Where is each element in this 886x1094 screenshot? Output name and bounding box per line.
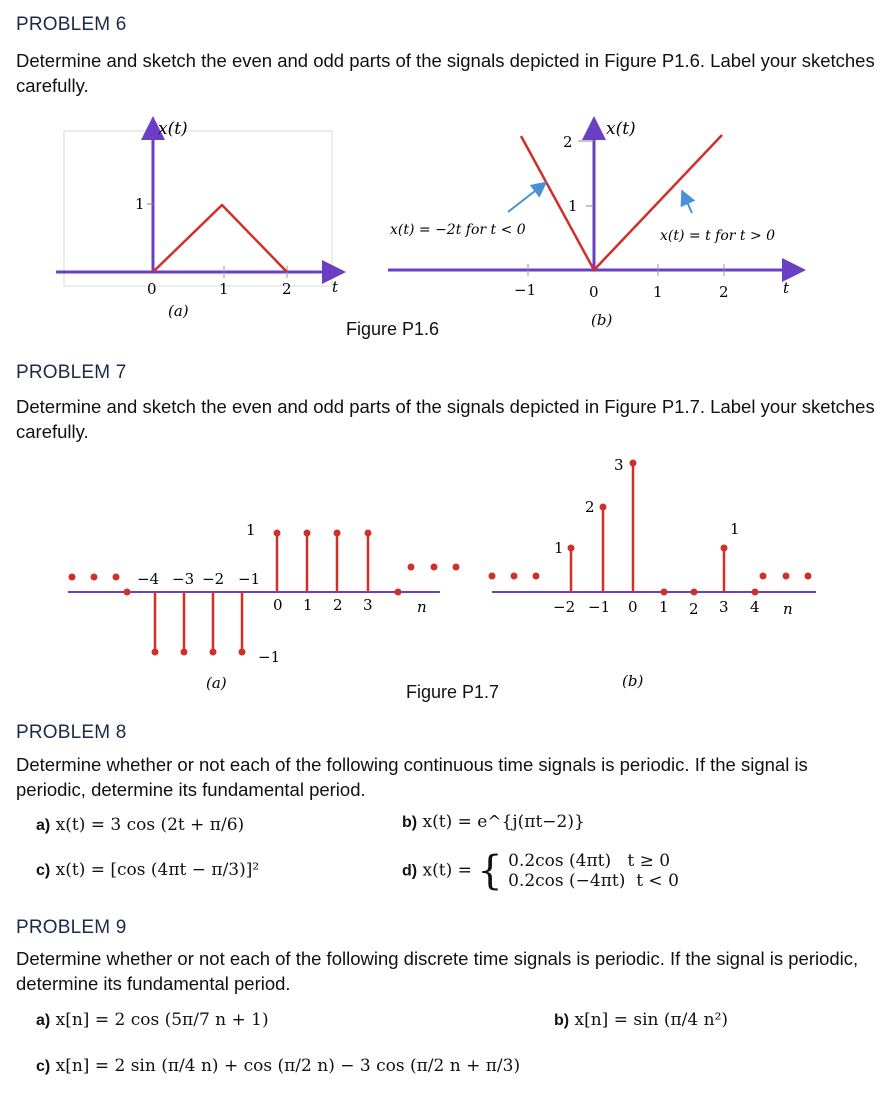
fig7a-tick-n2: 2: [333, 596, 343, 614]
fig7b-stem-n1: [661, 589, 668, 596]
problem8-a-expr: x(t) = 3 cos (2t + π/6): [55, 815, 245, 835]
fig-b-xlabel: t: [783, 279, 790, 297]
fig7b-xlabel: n: [783, 600, 793, 618]
problem9-text: Determine whether or not each of the following discrete time signals is periodic. If the signal is periodic, determine its fundamental period.: [16, 948, 859, 994]
fig7a-tick-n0: 0: [273, 596, 283, 614]
fig7b-stem-n2: [691, 589, 698, 596]
problem8-d-cond2: t < 0: [636, 871, 679, 891]
fig-a-tick-y: 1: [135, 195, 145, 213]
fig-a-tick-0: 0: [147, 280, 157, 298]
problem8-text: Determine whether or not each of the following continuous time signals is periodic. If the signal is periodic, determine its fundamental period.: [16, 754, 808, 800]
problem9-heading: PROBLEM 9: [16, 917, 127, 938]
problem8-d-lhs: x(t) =: [422, 860, 472, 881]
problem9-item-c: [36, 1056, 520, 1076]
fig-b-ylabel: x(t): [606, 119, 636, 139]
fig-b-tick-0: 0: [589, 283, 599, 301]
fig7a-value-pos: 1: [246, 521, 256, 539]
fig7a-stem-n-5: [124, 589, 131, 596]
fig-b-tick-y1: 1: [568, 197, 578, 215]
fig7b-value-n-1: 2: [585, 498, 595, 516]
fig7a-value-neg: −1: [258, 648, 281, 666]
fig7b-value-n0: 3: [614, 456, 624, 474]
fig7b-value-n3: 1: [730, 520, 740, 538]
problem8-d-label: d): [402, 862, 418, 880]
fig7a-tick-n-1: −1: [238, 570, 261, 588]
problem8-item-b: [402, 812, 585, 832]
problem8-b-label: b): [402, 814, 418, 831]
fig7a-tick-n-4: −4: [137, 570, 160, 588]
figure-p1-7-caption: Figure P1.7: [406, 682, 500, 702]
problem8-d-case2: 0.2cos (−4πt): [508, 871, 626, 891]
problem6-heading: PROBLEM 6: [16, 14, 127, 35]
problem6-text: Determine and sketch the even and odd parts of the signals depicted in Figure P1.6. Label your sketches carefully.: [16, 50, 875, 96]
fig7b-tick-n1: 1: [659, 598, 669, 616]
fig7a-tick-n-3: −3: [172, 570, 195, 588]
fig-b-tick-1: 1: [653, 283, 663, 301]
problem8-heading: PROBLEM 8: [16, 722, 127, 743]
problem8-d-case1: 0.2cos (4πt): [508, 851, 612, 871]
fig7b-ellipsis: [489, 573, 812, 580]
problem7-text: Determine and sketch the even and odd parts of the signals depicted in Figure P1.7. Label your sketches carefully.: [16, 396, 875, 442]
fig-b-note-left: x(t) = −2t for t < 0: [390, 222, 526, 238]
fig7b-tick-n2: 2: [689, 600, 699, 618]
problem9-item-b: [554, 1010, 728, 1030]
problem9-a-expr: x[n] = 2 cos (5π/7 n + 1): [55, 1010, 269, 1030]
fig7b-stem-n4: [752, 589, 759, 596]
problem8-item-a: [36, 815, 244, 835]
fig7a-xlabel: n: [417, 598, 427, 616]
problem7-heading: PROBLEM 7: [16, 362, 127, 383]
fig-a-tick-2: 2: [282, 280, 292, 298]
fig7a-ellipsis: [69, 564, 460, 581]
fig-b-tick-2: 2: [719, 283, 729, 301]
fig-a-tick-1: 1: [219, 280, 229, 298]
fig-b-sublabel: (b): [591, 311, 613, 329]
problem8-b-expr: x(t) = e^{j(πt−2)}: [422, 812, 585, 832]
fig-b-tick-neg1: −1: [514, 281, 537, 299]
fig7b-tick-n4: 4: [750, 598, 760, 616]
figure-p1-6-caption: Figure P1.6: [346, 319, 440, 339]
fig7a-tick-n3: 3: [363, 596, 373, 614]
fig7b-tick-n0: 0: [628, 598, 638, 616]
fig7a-tick-n1: 1: [303, 596, 313, 614]
problem9-b-expr: x[n] = sin (π/4 n²): [574, 1010, 729, 1030]
fig7b-value-n-2: 1: [554, 539, 564, 557]
problem9-b-label: b): [554, 1012, 570, 1029]
problem8-c-expr: x(t) = [cos (4πt − π/3)]²: [55, 860, 260, 880]
problem8-d-cond1: t ≥ 0: [627, 851, 671, 871]
problem9-a-label: a): [36, 1012, 51, 1029]
problem9-c-label: c): [36, 1058, 51, 1075]
problem8-item-d: d) x(t) = { 0.2cos (4πt) t ≥ 0 0.2cos (−4πt) t < 0: [402, 848, 679, 894]
fig-b-tick-y2: 2: [563, 133, 573, 151]
fig-a-sublabel: (a): [168, 302, 189, 320]
fig7a-tick-n-2: −2: [202, 570, 225, 588]
fig7b-tick-n3: 3: [719, 598, 729, 616]
fig7b-tick-n-1: −1: [588, 598, 611, 616]
fig-b-note-right: x(t) = t for t > 0: [660, 228, 776, 244]
fig7a-stem-n4: [395, 589, 402, 596]
fig7b-tick-n-2: −2: [553, 598, 576, 616]
problem8-c-label: c): [36, 862, 51, 879]
fig-a-xlabel: t: [332, 278, 339, 296]
problem8-a-label: a): [36, 817, 51, 834]
fig-a-ylabel: x(t): [158, 119, 188, 139]
problem9-item-a: [36, 1010, 269, 1030]
problem8-d-cases: [508, 851, 679, 891]
problem9-c-expr: x[n] = 2 sin (π/4 n) + cos (π/2 n) − 3 cos (π/2 n + π/3): [55, 1056, 521, 1076]
fig7b-sublabel: (b): [622, 672, 644, 690]
problem8-item-c: [36, 860, 259, 880]
fig7a-sublabel: (a): [206, 674, 227, 692]
